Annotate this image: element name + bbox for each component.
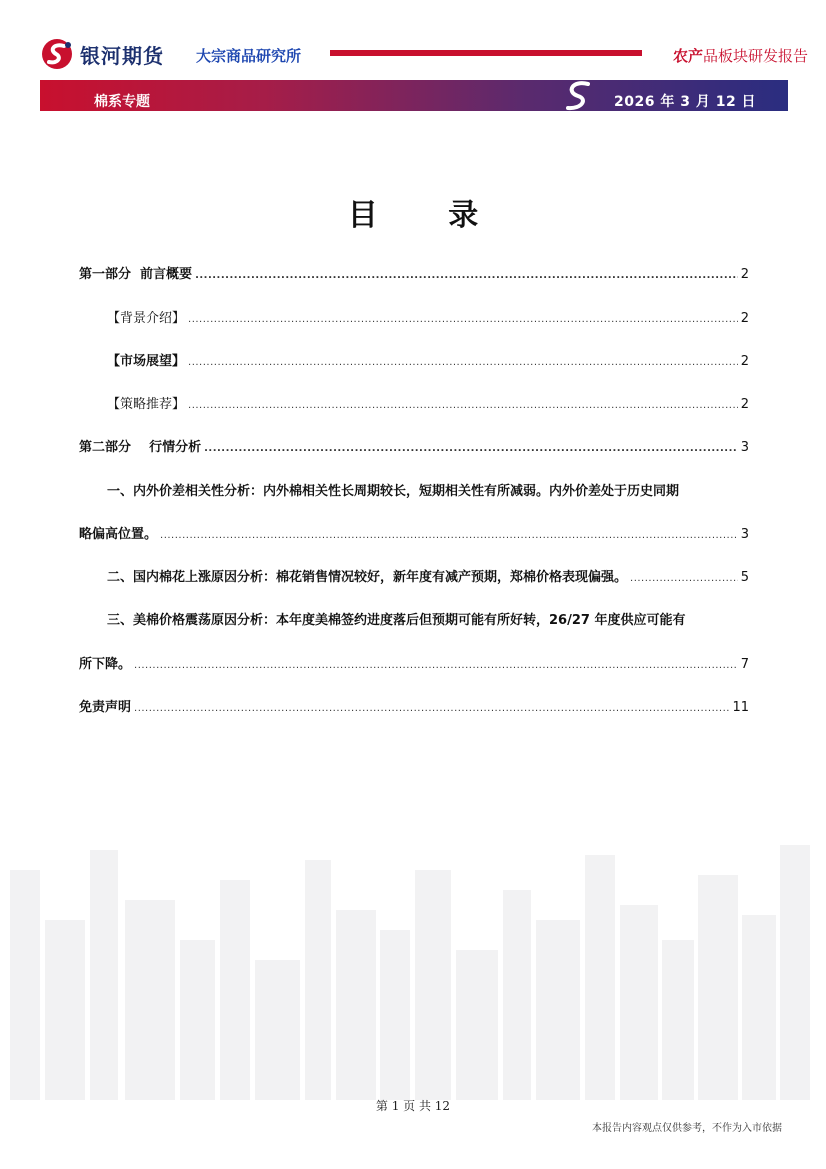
company-logo	[40, 38, 164, 70]
toc-entry-page: 2	[740, 354, 749, 369]
toc-entry-page: 11	[732, 700, 749, 715]
toc-entry-section1[interactable]	[79, 526, 749, 545]
city-skyline-watermark	[0, 830, 826, 1100]
toc-entry-outlook[interactable]	[107, 353, 749, 372]
toc-entry-strategy[interactable]	[107, 396, 749, 415]
report-type-highlight: 农产	[672, 47, 703, 65]
swoosh-icon	[560, 78, 596, 114]
header-divider	[330, 50, 642, 56]
report-type-rest: 品板块研发报告	[702, 47, 808, 65]
toc-entry-part1[interactable]	[79, 266, 749, 285]
toc-leader-dots	[630, 569, 738, 588]
toc-entry-page: 3	[740, 440, 749, 455]
toc-entry-label: 【市场展望】	[107, 354, 186, 369]
institute-name: 大宗商品研究所	[196, 47, 302, 65]
toc-entry-label: 略偏高位置。	[79, 527, 158, 542]
report-date: 2026 年 3 月 12 日	[614, 94, 757, 110]
toc-leader-dots	[160, 526, 738, 545]
toc-entry-page: 3	[740, 527, 749, 542]
toc-title: 目 录	[347, 198, 509, 233]
toc-entry-section1-line1[interactable]: 一、内外价差相关性分析：内外棉相关性长周期较长，短期相关性有所减弱。内外价差处于历史同期	[107, 484, 680, 499]
galaxy-logo-icon	[40, 37, 76, 71]
toc-entry-page: 5	[740, 570, 749, 585]
report-subtitle: 棉系专题	[94, 94, 150, 110]
toc-entry-page: 2	[740, 397, 749, 412]
page-indicator: 第 1 页 共 12	[375, 1099, 451, 1113]
toc-entry-label: 二、国内棉花上涨原因分析：棉花销售情况较好，新年度有减产预期，郑棉价格表现偏强。	[107, 570, 628, 585]
toc-leader-dots	[134, 699, 729, 718]
toc-leader-dots	[204, 439, 738, 458]
toc-entry-disclaimer[interactable]	[79, 699, 749, 718]
toc-entry-section3[interactable]	[79, 656, 749, 675]
brand-name: 银河期货	[80, 43, 164, 68]
toc-entry-background[interactable]	[107, 310, 749, 329]
toc-entry-page: 2	[740, 267, 749, 282]
toc-entry-section2[interactable]	[107, 569, 749, 588]
toc-entry-label: 免责声明	[79, 700, 132, 715]
toc-entry-section3-line1[interactable]: 三、美棉价格震荡原因分析：本年度美棉签约进度落后但预期可能有所好转，26/27 年度供应可能有	[107, 613, 686, 628]
toc-leader-dots	[195, 266, 738, 285]
toc-entry-label: 【策略推荐】	[107, 397, 186, 412]
toc-entry-page: 7	[740, 657, 749, 672]
toc-leader-dots	[188, 353, 738, 372]
toc-entry-label: 【背景介绍】	[107, 311, 186, 326]
footer-disclaimer: 本报告内容观点仅供参考，不作为入市依据	[592, 1123, 782, 1134]
toc-leader-dots	[134, 656, 738, 675]
toc-entry-label: 所下降。	[79, 657, 132, 672]
toc-entry-part2[interactable]	[79, 439, 749, 458]
toc-entry-label: 第一部分 前言概要	[79, 267, 193, 282]
toc-leader-dots	[188, 396, 738, 415]
toc-entry-page: 2	[740, 311, 749, 326]
report-type	[673, 45, 808, 66]
toc-leader-dots	[188, 310, 738, 329]
toc-entry-label: 第二部分 行情分析	[79, 440, 202, 455]
